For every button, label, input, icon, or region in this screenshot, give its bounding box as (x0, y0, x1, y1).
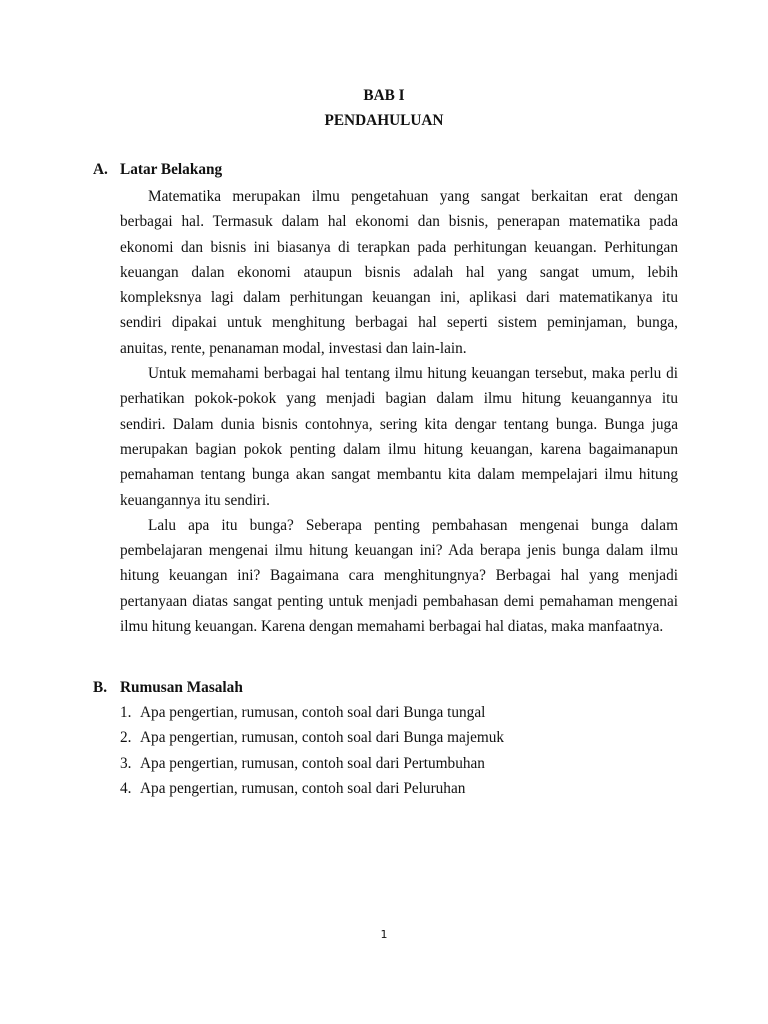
paragraph (120, 184, 678, 361)
text-line: anuitas, rente, penanaman modal, investasi dan lain-lain. (120, 339, 467, 357)
section-b-heading (93, 679, 243, 697)
text-line: sendiri. Dalam dunia bisnis contohnya, sering kita dengar tentang bunga. Bunga juga (120, 415, 678, 433)
list-item (120, 700, 678, 725)
text-line: keuangannya itu sendiri. (120, 491, 270, 509)
list-item-text: Apa pengertian, rumusan, contoh soal dari Bunga majemuk (140, 729, 505, 747)
list-item-text: Apa pengertian, rumusan, contoh soal dari Pertumbuhan (140, 754, 485, 772)
section-a-heading (93, 161, 222, 179)
text-line: merupakan bagian pokok penting dalam ilmu hitung keuangan, karena bagaimanapun (120, 440, 678, 458)
text-line: berbagai hal. Termasuk dalam hal ekonomi dan bisnis, penerapan matematika pada (120, 213, 678, 231)
text-line: ilmu hitung keuangan. Karena dengan memahami berbagai hal diatas, maka manfaatnya. (120, 618, 664, 636)
text-line: sendiri dipakai untuk menghitung berbagai hal seperti sistem peminjaman, bunga, (120, 314, 678, 332)
chapter-title: PENDAHULUAN (324, 112, 444, 129)
text-line: pembelajaran mengenai ilmu hitung keuangan ini? Ada berapa jenis bunga dalam ilmu (120, 542, 678, 560)
text-line: perhatikan pokok-pokok yang menjadi bagian dalam ilmu hitung keuangannya itu (120, 390, 678, 408)
text-line: Lalu apa itu bunga? Seberapa penting pembahasan mengenai bunga dalam (148, 516, 678, 534)
text-line: Matematika merupakan ilmu pengetahuan yang sangat berkaitan erat dengan (148, 188, 678, 205)
list-item-number: 4. (120, 779, 132, 797)
text-line: hitung keuangan ini? Bagaimana cara menghitungnya? Berbagai hal yang menjadi (120, 567, 678, 585)
list-item-number: 1. (120, 704, 132, 721)
text-line: ekonomi dan bisnis ini biasanya di terapkan pada perhitungan keuangan. Perhitungan (120, 238, 678, 256)
section-a-title: Latar Belakang (120, 161, 223, 178)
list-item (120, 751, 678, 776)
section-a-body (120, 184, 678, 639)
paragraph (120, 361, 678, 513)
section-b-title: Rumusan Masalah (120, 679, 243, 696)
section-b-label: B. (93, 679, 108, 696)
list-item-text: Apa pengertian, rumusan, contoh soal dari Peluruhan (140, 779, 466, 797)
text-line: pertanyaan diatas sangat penting untuk menjadi pembahasan demi pemahaman mengenai (120, 592, 678, 610)
problem-list (120, 700, 678, 801)
chapter-heading: BAB I (363, 87, 405, 104)
text-line: Untuk memahami berbagai hal tentang ilmu hitung keuangan tersebut, maka perlu di (148, 365, 678, 383)
paragraph (120, 513, 678, 639)
list-item (120, 725, 678, 750)
page-number: 1 (380, 928, 388, 941)
list-item (120, 776, 678, 801)
section-a-label: A. (93, 161, 108, 178)
text-line: keuangan dalan ekonomi ataupun bisnis adalah hal yang sangat umum, lebih (120, 263, 678, 281)
list-item-text: Apa pengertian, rumusan, contoh soal dari Bunga tungal (140, 704, 486, 721)
text-line: pemahaman tentang bunga akan sangat membantu kita dalam mempelajari ilmu hitung (120, 466, 678, 484)
list-item-number: 2. (120, 729, 132, 747)
list-item-number: 3. (120, 754, 132, 772)
text-line: kompleksnya lagi dalam perhitungan keuangan ini, aplikasi dari matematikanya itu (120, 289, 678, 307)
